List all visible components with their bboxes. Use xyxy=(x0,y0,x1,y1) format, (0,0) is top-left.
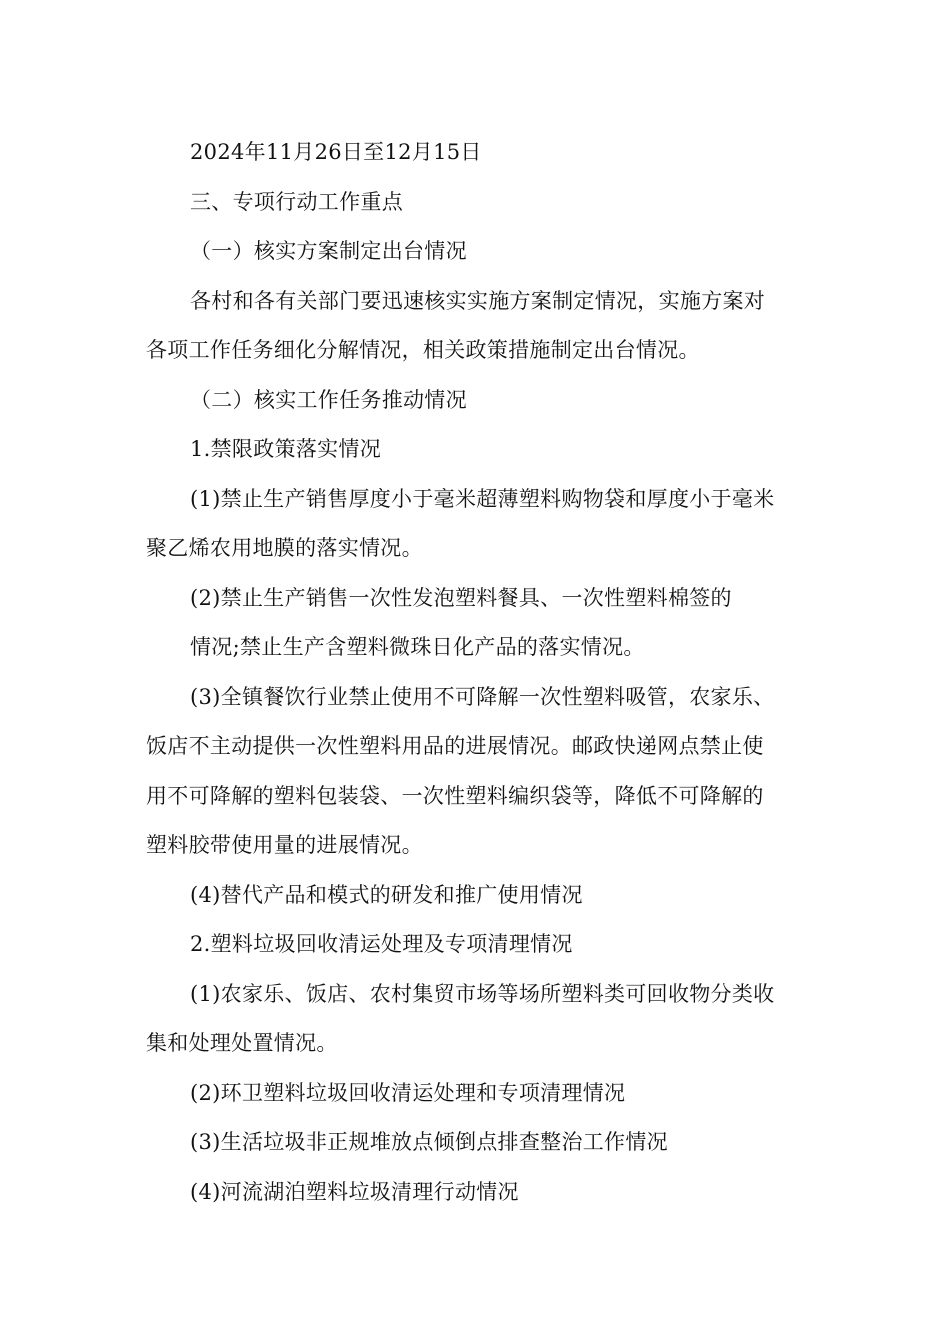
text-line: 聚乙烯农用地膜的落实情况。 xyxy=(146,536,423,560)
paragraph-item-continuation xyxy=(146,623,806,673)
heading-section-3 xyxy=(146,178,806,228)
text-line: 1.禁限政策落实情况 xyxy=(190,437,382,461)
heading-subsection-1 xyxy=(146,227,806,277)
paragraph-item xyxy=(146,970,806,1069)
text-line: (3)全镇餐饮行业禁止使用不可降解一次性塑料吸管，农家乐、 xyxy=(190,684,775,709)
text-line: 三、专项行动工作重点 xyxy=(190,189,403,214)
text-line: (4)河流湖泊塑料垃圾清理行动情况 xyxy=(190,1179,519,1204)
paragraph-item xyxy=(146,673,806,871)
text-line: 各项工作任务细化分解情况，相关政策措施制定出台情况。 xyxy=(146,338,700,362)
heading-subsection-2 xyxy=(146,376,806,426)
text-line: 饭店不主动提供一次性塑料用品的进展情况。邮政快递网点禁止使 xyxy=(146,734,764,758)
text-line: 用不可降解的塑料包装袋、一次性塑料编织袋等，降低不可降解的 xyxy=(146,783,764,808)
text-line: （一）核实方案制定出台情况 xyxy=(190,239,467,263)
heading-item-2 xyxy=(146,920,806,970)
document-body xyxy=(146,128,806,1217)
paragraph-item xyxy=(146,871,806,921)
text-line: (1)农家乐、饭店、农村集贸市场等场所塑料类可回收物分类收 xyxy=(190,981,775,1006)
text-line: (3)生活垃圾非正规堆放点倾倒点排查整治工作情况 xyxy=(190,1130,668,1154)
text-line: (1)禁止生产销售厚度小于毫米超薄塑料购物袋和厚度小于毫米 xyxy=(190,486,775,511)
text-line: (2)禁止生产销售一次性发泡塑料餐具、一次性塑料棉签的 xyxy=(190,585,732,610)
text-line: 塑料胶带使用量的进展情况。 xyxy=(146,833,423,857)
paragraph-item xyxy=(146,1118,806,1168)
paragraph-date-range xyxy=(146,128,806,178)
text-line: 情况;禁止生产含塑料微珠日化产品的落实情况。 xyxy=(190,635,645,659)
text-line: 各村和各有关部门要迅速核实实施方案制定情况，实施方案对 xyxy=(190,288,766,313)
paragraph-item xyxy=(146,475,806,574)
text-line: (4)替代产品和模式的研发和推广使用情况 xyxy=(190,882,583,907)
paragraph-body xyxy=(146,277,806,376)
text-line: 集和处理处置情况。 xyxy=(146,1031,338,1055)
text-line: (2)环卫塑料垃圾回收清运处理和专项清理情况 xyxy=(190,1080,626,1105)
heading-item-1 xyxy=(146,425,806,475)
paragraph-item xyxy=(146,574,806,624)
text-line: 2024年11月26日至12月15日 xyxy=(190,140,482,164)
text-line: 2.塑料垃圾回收清运处理及专项清理情况 xyxy=(190,932,573,956)
paragraph-item xyxy=(146,1168,806,1218)
text-line: （二）核实工作任务推动情况 xyxy=(190,387,467,412)
paragraph-item xyxy=(146,1069,806,1119)
